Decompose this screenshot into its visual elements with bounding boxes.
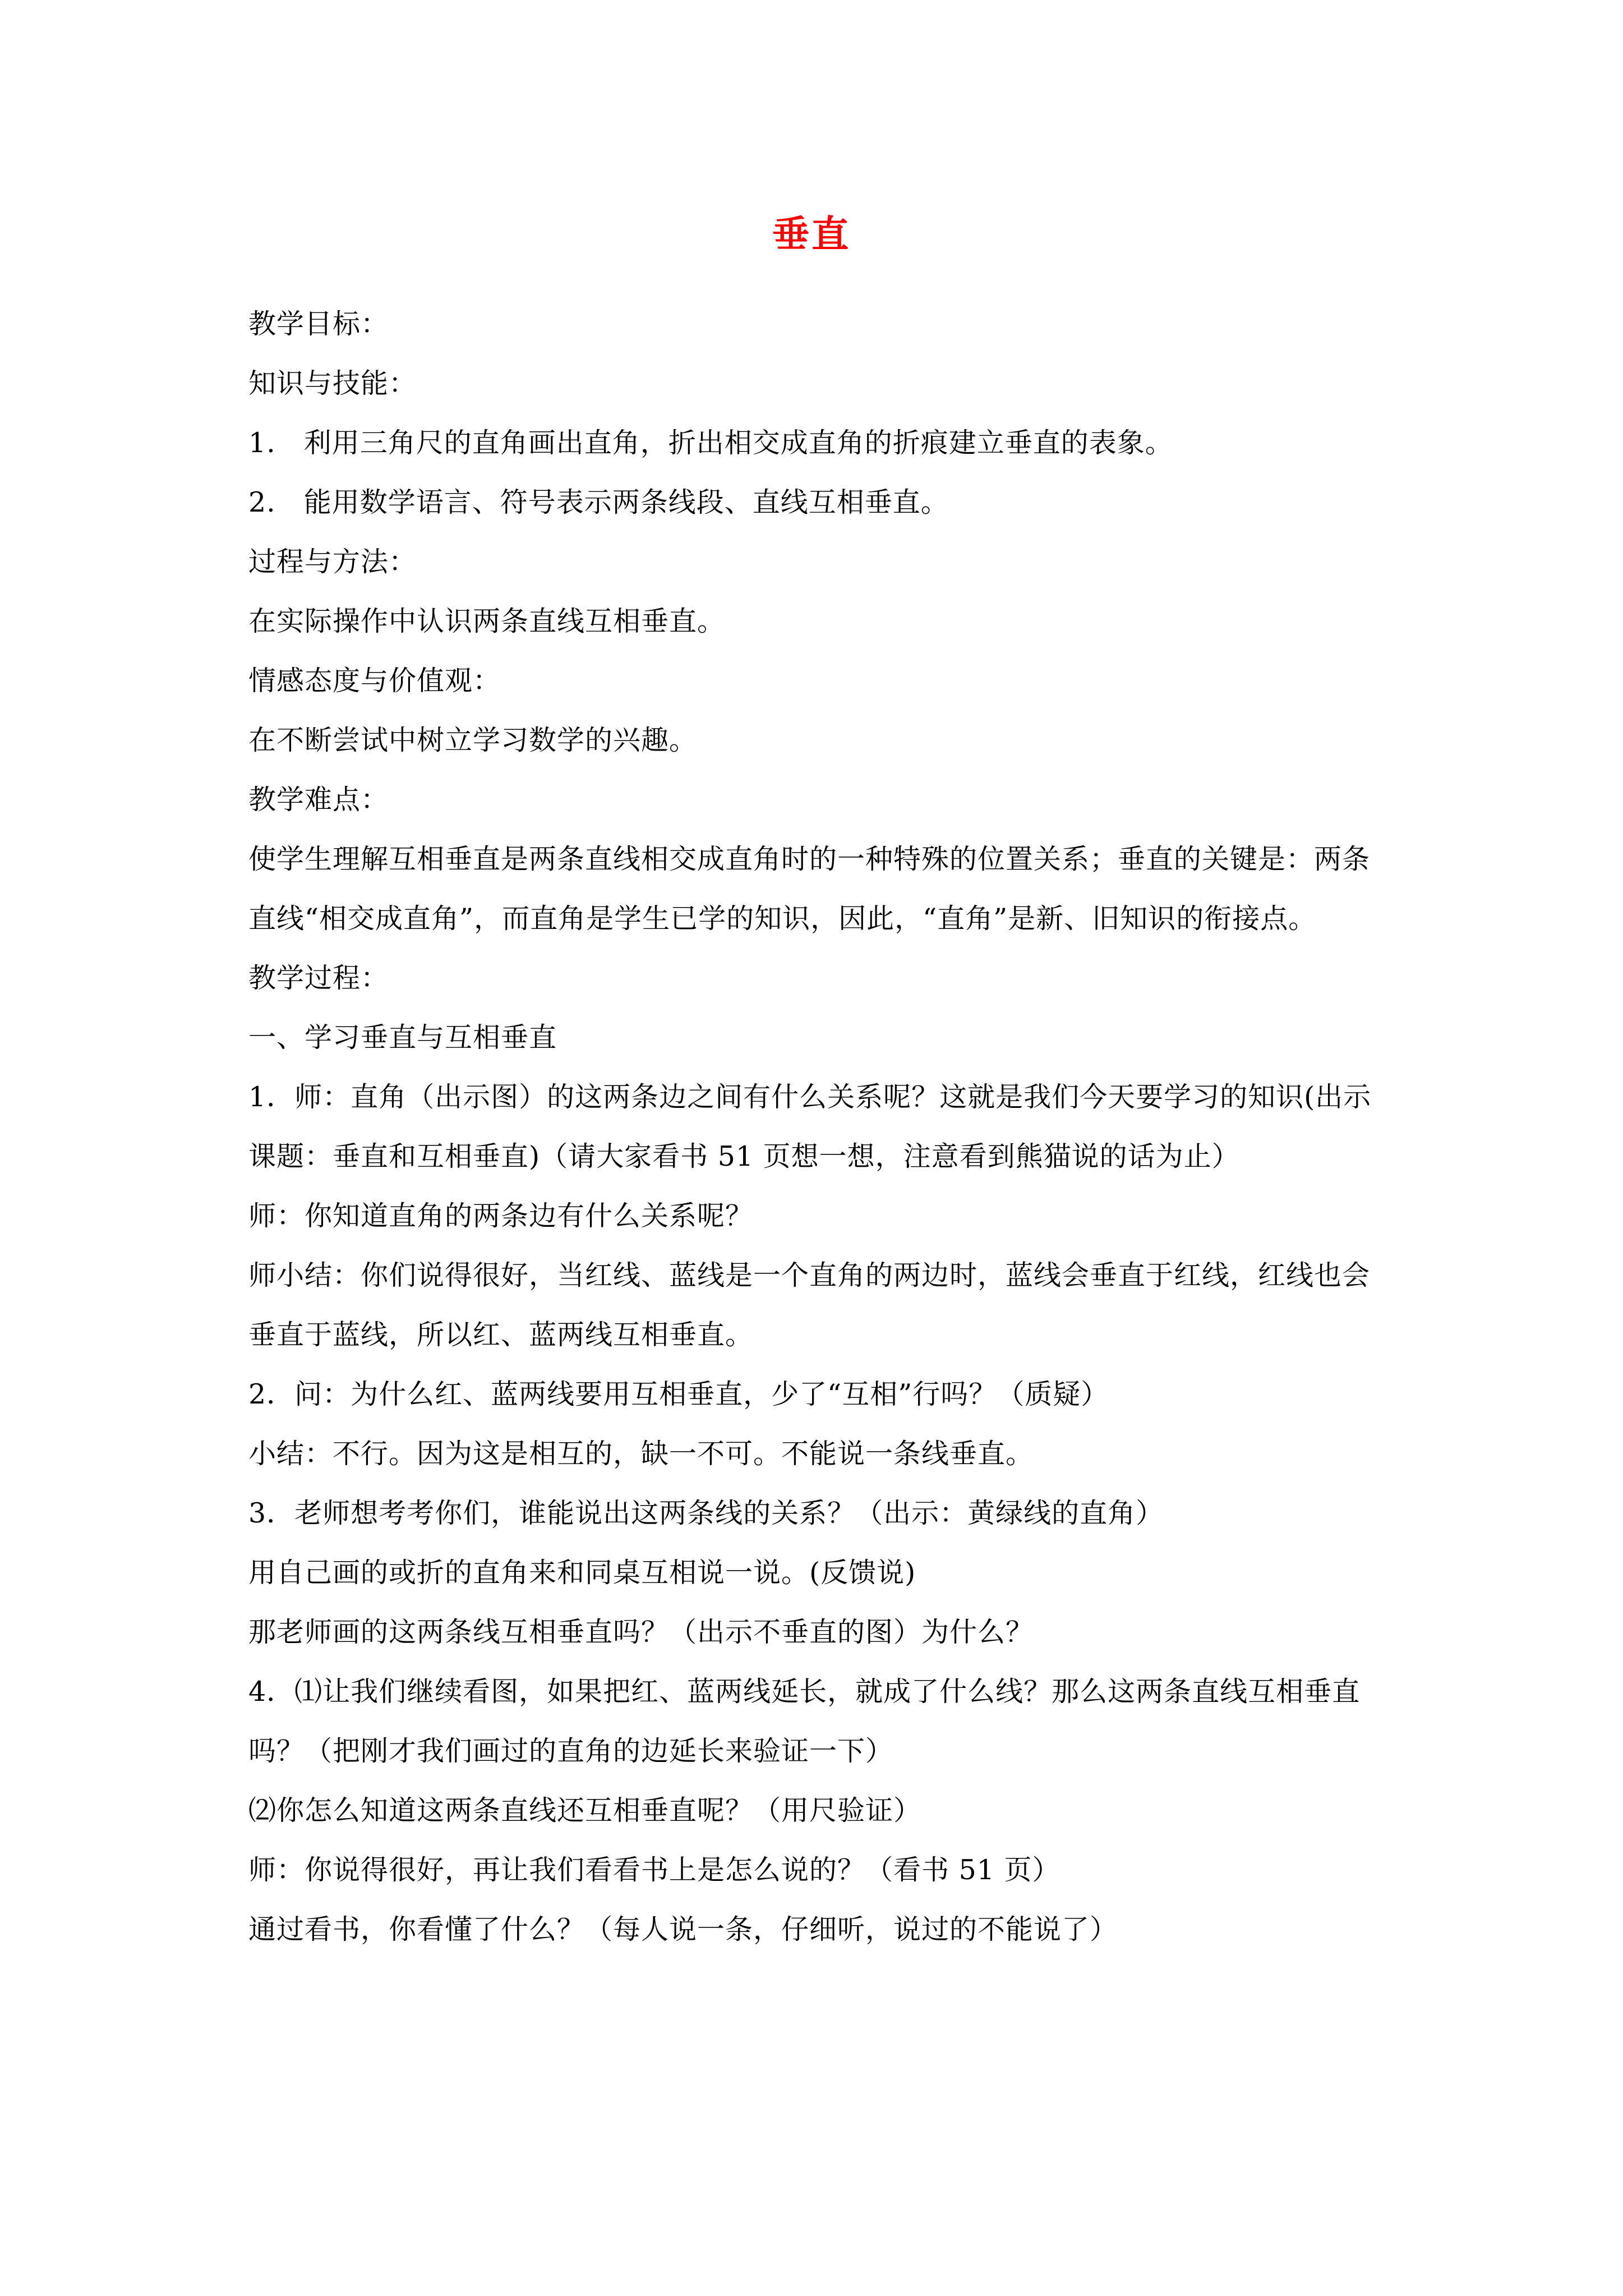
text-line: 在实际操作中认识两条直线互相垂直。: [248, 605, 726, 637]
document-body: [248, 295, 1387, 1959]
text-line: 2．问：为什么红、蓝两线要用互相垂直，少了“互相”行吗？（质疑）: [248, 1378, 1109, 1410]
text-line: 教学过程：: [248, 962, 389, 994]
text-line: 知识与技能：: [248, 367, 417, 399]
text-line: 教学目标：: [248, 308, 389, 340]
text-line: ⑵你怎么知道这两条直线还互相垂直呢？（用尺验证）: [248, 1795, 922, 1826]
text-line: 过程与方法：: [248, 546, 417, 578]
text-line: 用自己画的或折的直角来和同桌互相说一说。(反馈说): [248, 1557, 916, 1589]
text-line: 师小结：你们说得很好，当红线、蓝线是一个直角的两边时，蓝线会垂直于红线，红线也会: [248, 1259, 1371, 1291]
text-line: 师：你知道直角的两条边有什么关系呢？: [248, 1200, 754, 1232]
text-line: 吗？（把刚才我们画过的直角的边延长来验证一下）: [248, 1735, 894, 1767]
text-line: 垂直于蓝线，所以红、蓝两线互相垂直。: [248, 1319, 754, 1351]
text-line: 小结：不行。因为这是相互的，缺一不可。不能说一条线垂直。: [248, 1438, 1034, 1470]
text-line: 师：你说得很好，再让我们看看书上是怎么说的？（看书 51 页）: [248, 1854, 1061, 1886]
text-line: 4．⑴让我们继续看图，如果把红、蓝两线延长，就成了什么线？那么这两条直线互相垂直: [248, 1676, 1361, 1708]
text-line: 直线“相交成直角”，而直角是学生已学的知识，因此，“直角”是新、旧知识的衔接点。: [248, 903, 1317, 935]
text-line: 1. 利用三角尺的直角画出直角，折出相交成直角的折痕建立垂直的表象。: [248, 427, 1173, 459]
text-line: 在不断尝试中树立学习数学的兴趣。: [248, 724, 698, 756]
text-line: 通过看书，你看懂了什么？（每人说一条，仔细听，说过的不能说了）: [248, 1913, 1118, 1945]
document-title: 垂直: [772, 212, 851, 256]
text-line: 情感态度与价值观：: [248, 665, 501, 697]
text-line: 那老师画的这两条线互相垂直吗？（出示不垂直的图）为什么？: [248, 1616, 1034, 1648]
text-line: 教学难点：: [248, 784, 389, 816]
text-line: 使学生理解互相垂直是两条直线相交成直角时的一种特殊的位置关系；垂直的关键是：两条: [248, 843, 1371, 875]
text-line: 一、学习垂直与互相垂直: [248, 1022, 557, 1053]
text-line: 课题：垂直和互相垂直)（请大家看书 51 页想一想，注意看到熊猫说的话为止）: [248, 1140, 1240, 1172]
text-line: 3．老师想考考你们，谁能说出这两条线的关系？（出示：黄绿线的直角）: [248, 1497, 1164, 1529]
text-line: 1．师：直角（出示图）的这两条边之间有什么关系呢？这就是我们今天要学习的知识(出示: [248, 1081, 1372, 1113]
text-line: 2. 能用数学语言、符号表示两条线段、直线互相垂直。: [248, 486, 949, 518]
